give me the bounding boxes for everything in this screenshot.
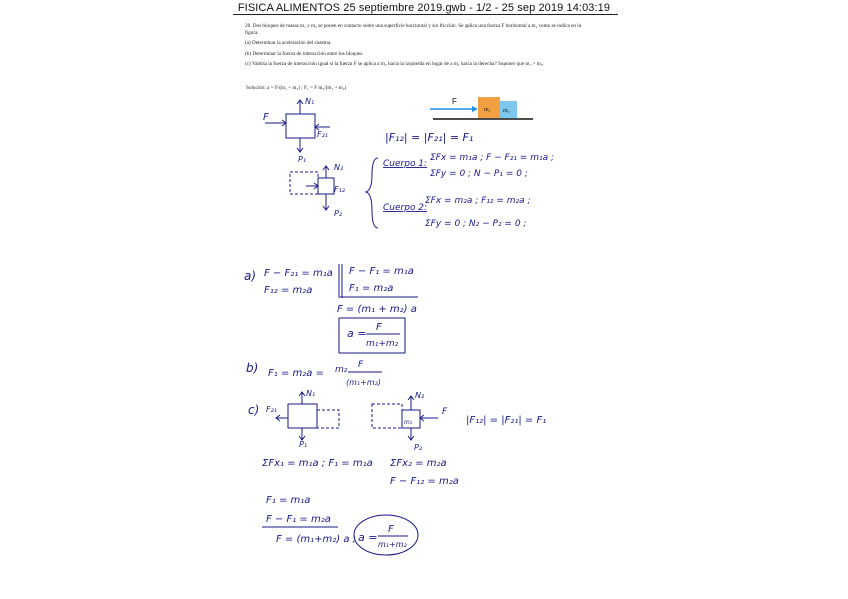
- fbd-block-2: [290, 166, 334, 210]
- fbd2-weight-label: P₂: [334, 209, 343, 218]
- problem-text: 20. Dos bloques de masas m₁ y m₂ se ponen en contacto sobre una superficie horizontal y sin fricción. Se aplica una fuerza F horizontal a m₁ como se indica en la figura.: [245, 23, 582, 37]
- a-result-num: F: [376, 322, 382, 333]
- a-eq2: F₁₂ = m₂a: [264, 285, 313, 296]
- force-arrowhead: [472, 106, 478, 112]
- c-fbd1-contact-label: F₂₁: [266, 405, 278, 414]
- b-frac-coef: m₂: [335, 365, 348, 375]
- body1-label: Cuerpo 1:: [383, 159, 428, 169]
- c-fbd-block-2: [372, 396, 438, 440]
- fbd-block-1: [265, 100, 330, 152]
- a-sum1: F − F₁ = m₁a: [349, 266, 414, 277]
- system-brace: [366, 158, 378, 228]
- c-fbd2-force-label: F: [442, 407, 448, 417]
- c-result-num: F: [388, 524, 394, 535]
- a-result-lhs: a =: [347, 327, 367, 340]
- c-fbd2-weight-label: P₂: [414, 443, 423, 452]
- c-total: F = (m₁+m₂) a ;: [276, 534, 357, 545]
- c-sum1: F₁ = m₁a: [266, 495, 311, 506]
- part-b-label: b): [246, 361, 259, 375]
- c-fbd2-block-label: m₂: [404, 419, 413, 426]
- document-header: FISICA ALIMENTOS 25 septiembre 2019.gwb - 1/2 - 25 sep 2019 14:03:19: [237, 2, 611, 14]
- c-eq1: ΣFx₁ = m₁a ; F₁ = m₁a: [262, 458, 373, 469]
- body2-label: Cuerpo 2:: [383, 203, 428, 213]
- c-newton-third-law: |F₁₂| = |F₂₁| = F₁: [466, 415, 547, 426]
- fbd2-contact-label: F₁₂: [334, 185, 346, 194]
- c-eq2: ΣFx₂ = m₂a: [390, 458, 447, 469]
- problem-part-a: (a) Determinar la aceleración del sistema.: [245, 40, 332, 47]
- body1-eq1: ΣFx = m₁a ; F − F₂₁ = m₁a ;: [430, 153, 554, 163]
- b-frac-num: F: [358, 360, 364, 370]
- a-total: F = (m₁ + m₂) a: [337, 304, 417, 315]
- a-sum2: F₁ = m₂a: [349, 283, 394, 294]
- c-sum2: F − F₁ = m₂a: [266, 514, 331, 525]
- fbd1-weight-label: P₁: [298, 155, 307, 164]
- a-result-den: m₁+m₂: [366, 339, 399, 349]
- newton-third-law: |F₁₂| = |F₂₁| = F₁: [385, 131, 474, 144]
- c-fbd1-weight-label: P₁: [299, 440, 308, 449]
- b-eq: F₁ = m₂a =: [268, 368, 324, 379]
- block-m1-label: m₁: [484, 107, 491, 113]
- body2-eq2: ΣFy = 0 ; N₂ − P₂ = 0 ;: [425, 219, 527, 229]
- a-eq1: F − F₂₁ = m₁a: [264, 268, 333, 279]
- c-fbd2-normal-label: N₂: [415, 391, 425, 400]
- fbd1-contact-label: F₂₁: [317, 130, 329, 139]
- body2-eq1: ΣFx = m₂a ; F₁₂ = m₂a ;: [425, 196, 531, 206]
- problem-part-c: (c) Valdría la fuerza de interacción igual si la fuerza F se aplica a m₂ hacia la izquierda en lugar de a m₁ hacia la derecha? Suponer que m₁ > m₂.: [245, 60, 544, 67]
- part-a-label: a): [244, 269, 257, 283]
- fbd2-normal-label: N₂: [334, 163, 344, 172]
- c-fbd-block-1: [276, 392, 339, 440]
- problem-figure: [430, 97, 533, 119]
- b-frac-den: (m₁+m₂): [346, 378, 381, 387]
- fbd1-force-label: F: [263, 112, 269, 123]
- c-result-den: m₁+m₂: [378, 540, 407, 549]
- figure-force-label: F: [452, 97, 457, 106]
- part-c-label: c): [248, 403, 260, 417]
- problem-part-b: (b) Determinar la fuerza de interacción entre los bloques.: [245, 50, 364, 57]
- c-fbd1-normal-label: N₁: [306, 389, 316, 398]
- block-m2-label: m₂: [503, 108, 510, 114]
- body1-eq2: ΣFy = 0 ; N − P₁ = 0 ;: [430, 169, 528, 179]
- solution-line: Solución: a = F/(m₁ + m₂) ; F₁ = F m₂/(m₁ + m₂): [246, 85, 347, 91]
- fbd1-normal-label: N₁: [305, 97, 315, 106]
- c-eq3: F − F₁₂ = m₂a: [390, 476, 459, 487]
- c-result-lhs: a =: [358, 531, 378, 544]
